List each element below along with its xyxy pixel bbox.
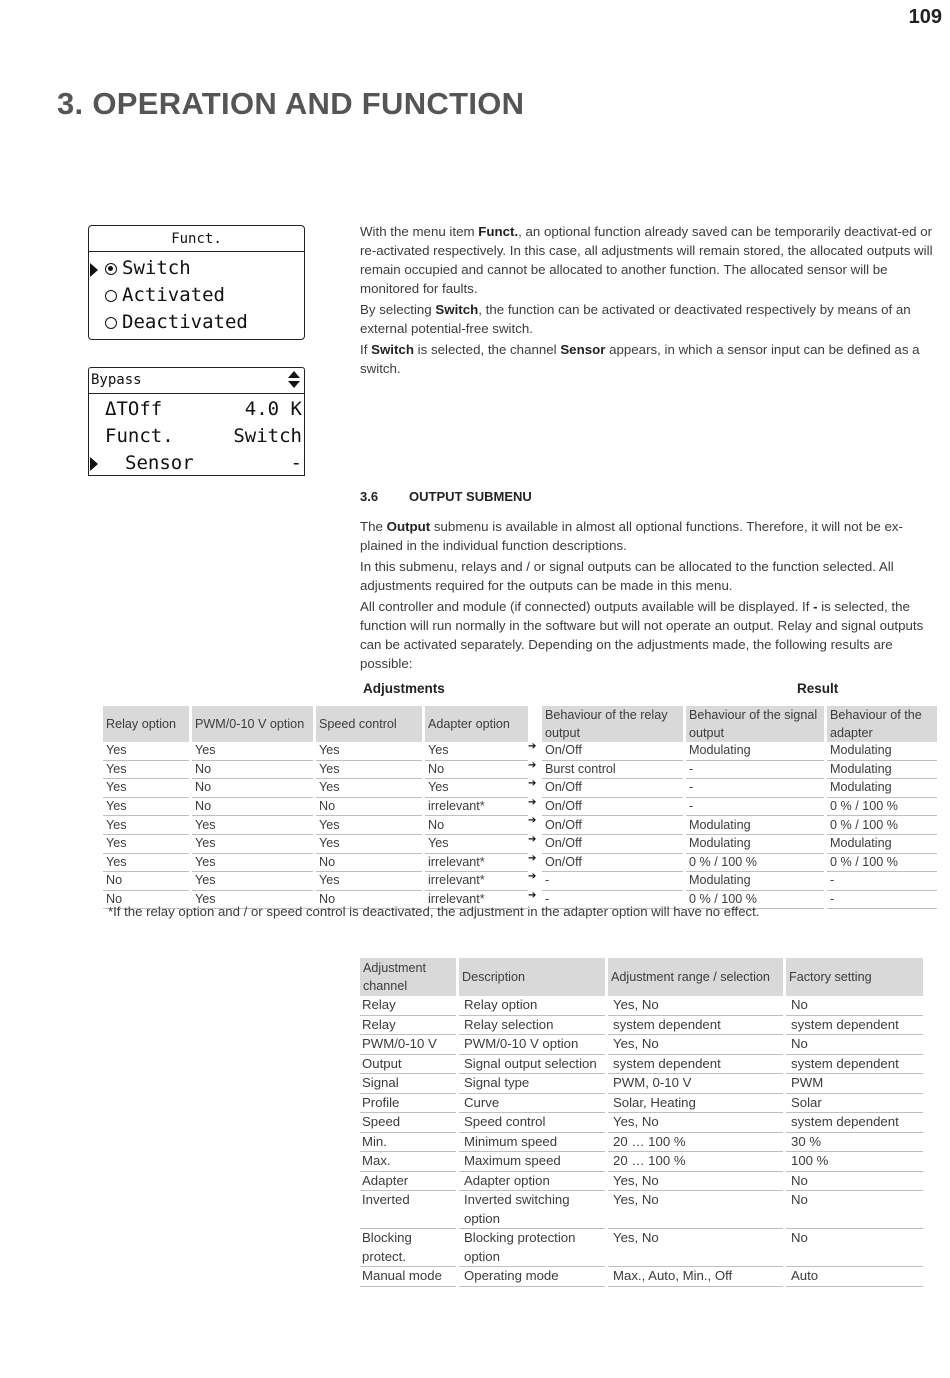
table-cell: - xyxy=(827,872,937,891)
table-cell: system dependent xyxy=(786,1055,923,1075)
cursor-arrow-icon xyxy=(90,457,98,471)
lcd-row-label: Sensor xyxy=(125,452,194,474)
table-cell: Yes xyxy=(192,835,313,854)
lcd-bypass-display xyxy=(88,367,305,476)
table-cell: - xyxy=(542,891,683,910)
table-cell: Yes xyxy=(103,742,189,761)
table-cell: Yes xyxy=(316,835,422,854)
table-cell: No xyxy=(103,872,189,891)
channels-table-row xyxy=(360,1229,923,1267)
table-cell: Modulating xyxy=(827,761,937,780)
channels-table-row xyxy=(360,1094,923,1114)
table-cell: Adapter option xyxy=(459,1172,605,1192)
table-cell: No xyxy=(192,761,313,780)
table-cell: Yes xyxy=(192,742,313,761)
column-header: Adjustment channel xyxy=(360,958,456,996)
table-cell: Yes xyxy=(103,761,189,780)
table-cell: Max., Auto, Min., Off xyxy=(608,1267,783,1287)
table-cell: 0 % / 100 % xyxy=(686,854,824,873)
table-cell: Modulating xyxy=(686,742,824,761)
table-cell: - xyxy=(827,891,937,910)
table-cell: Blocking protection option xyxy=(459,1229,605,1267)
table-cell: On/Off xyxy=(542,742,683,761)
table-cell: Max. xyxy=(360,1152,456,1172)
intro-paragraph-2: By selecting Switch, the function can be activated or deactivated respectively by means of an external potential-free switch. xyxy=(360,302,911,336)
table-cell: Operating mode xyxy=(459,1267,605,1287)
results-table-row xyxy=(103,798,937,817)
table-cell: On/Off xyxy=(542,798,683,817)
channels-table-row xyxy=(360,1191,923,1229)
lcd-row-value: 4.0 K xyxy=(244,398,302,420)
table-cell: Signal type xyxy=(459,1074,605,1094)
lcd-option-deactivated[interactable] xyxy=(105,311,248,333)
radio-selected-icon xyxy=(105,263,117,275)
adjustments-heading: Adjustments xyxy=(363,681,445,696)
page-number: 109 xyxy=(908,6,942,28)
lcd-option-activated[interactable] xyxy=(105,284,225,306)
table-cell: - xyxy=(686,761,824,780)
table-cell: 0 % / 100 % xyxy=(686,891,824,910)
table-cell: 100 % xyxy=(786,1152,923,1172)
scroll-updown-icon xyxy=(288,371,300,388)
table-cell: Modulating xyxy=(827,835,937,854)
results-table-row xyxy=(103,816,937,835)
table-cell: Yes xyxy=(425,779,528,798)
intro-paragraph-3: If Switch is selected, the channel Sensor appears, in which a sensor input can be defined as a switch. xyxy=(360,342,920,376)
lcd-row-label: Funct. xyxy=(105,425,174,447)
table-cell: No xyxy=(103,891,189,910)
radio-empty-icon xyxy=(105,317,117,329)
chapter-title: 3. OPERATION AND FUNCTION xyxy=(57,86,525,121)
table-cell: Yes xyxy=(103,779,189,798)
table-cell: Yes, No xyxy=(608,1113,783,1133)
table-cell: Adapter xyxy=(360,1172,456,1192)
table-cell: Modulating xyxy=(686,816,824,835)
table-cell: Yes xyxy=(316,816,422,835)
channels-table-row xyxy=(360,1074,923,1094)
table-cell: On/Off xyxy=(542,854,683,873)
section-paragraph-3: All controller and module (if connected) outputs available will be displayed. If - is selected, the function will run normally in the software but will not operate an output. Relay and signal outputs can be activated separately. Depending on the adjustments made, the following results are possible: xyxy=(360,599,924,671)
table-cell: Profile xyxy=(360,1094,456,1114)
table-cell: Curve xyxy=(459,1094,605,1114)
column-header: Speed control xyxy=(316,706,422,742)
intro-paragraph-1: With the menu item Funct., an optional function already saved can be temporarily deactivat-ed or re-activated respectively. In this case, all adjustments will remain stored, the allocated outputs will remain occupied and cannot be allocated to another function. The allocated sensor will be monitored for faults. xyxy=(360,224,933,296)
channels-table-row xyxy=(360,1055,923,1075)
column-header: Factory setting xyxy=(786,958,923,996)
results-table-row xyxy=(103,872,937,891)
table-cell: Yes xyxy=(192,854,313,873)
channels-table xyxy=(357,958,926,1287)
column-header: Behaviour of the relay output xyxy=(542,706,683,742)
table-cell: system dependent xyxy=(608,1055,783,1075)
table-cell: No xyxy=(316,891,422,910)
section-title: OUTPUT SUBMENU xyxy=(409,489,532,504)
table-cell: Relay option xyxy=(459,996,605,1016)
section-text xyxy=(360,517,940,675)
table-cell: Yes xyxy=(316,742,422,761)
table-cell: - xyxy=(542,872,683,891)
table-cell: Yes, No xyxy=(608,1191,783,1229)
results-table-row xyxy=(103,742,937,761)
table-cell: Speed control xyxy=(459,1113,605,1133)
table-cell: Blocking protect. xyxy=(360,1229,456,1267)
lcd-row-dtoff[interactable] xyxy=(105,398,302,420)
results-table-row xyxy=(103,835,937,854)
table-cell: 0 % / 100 % xyxy=(827,798,937,817)
column-header: Relay option xyxy=(103,706,189,742)
channels-table-row xyxy=(360,1152,923,1172)
channels-table-row xyxy=(360,1267,923,1287)
table-cell: Yes, No xyxy=(608,1035,783,1055)
table-cell: PWM, 0-10 V xyxy=(608,1074,783,1094)
table-cell: Min. xyxy=(360,1133,456,1153)
column-header: Adapter option xyxy=(425,706,528,742)
table-cell: Auto xyxy=(786,1267,923,1287)
table-cell: Modulating xyxy=(827,779,937,798)
lcd-row-value: - xyxy=(290,452,302,474)
table-cell: Modulating xyxy=(686,835,824,854)
table-cell: Yes xyxy=(103,854,189,873)
results-table-row xyxy=(103,854,937,873)
table-cell: irrelevant* xyxy=(425,798,528,817)
radio-empty-icon xyxy=(105,290,117,302)
lcd-funct-title: Funct. xyxy=(89,231,304,252)
table-cell: Yes, No xyxy=(608,996,783,1016)
table-cell: Yes xyxy=(316,761,422,780)
lcd-option-label: Activated xyxy=(122,284,225,306)
table-cell: 20 … 100 % xyxy=(608,1133,783,1153)
table-cell: On/Off xyxy=(542,816,683,835)
table-cell: Solar xyxy=(786,1094,923,1114)
channels-table-row xyxy=(360,996,923,1016)
table-cell: No xyxy=(786,996,923,1016)
table-cell: 30 % xyxy=(786,1133,923,1153)
table-cell: Yes, No xyxy=(608,1172,783,1192)
table-cell: No xyxy=(786,1229,923,1267)
cursor-arrow-icon xyxy=(90,263,98,277)
table-cell: Relay selection xyxy=(459,1016,605,1036)
section-heading xyxy=(360,489,532,504)
table-cell: No xyxy=(192,779,313,798)
results-table-row xyxy=(103,779,937,798)
lcd-row-sensor[interactable] xyxy=(125,452,302,474)
table-cell: PWM/0-10 V xyxy=(360,1035,456,1055)
table-cell: irrelevant* xyxy=(425,854,528,873)
table-cell: PWM/0-10 V option xyxy=(459,1035,605,1055)
table-cell: 20 … 100 % xyxy=(608,1152,783,1172)
table-cell: Yes xyxy=(103,798,189,817)
table-cell: - xyxy=(686,798,824,817)
results-table-row xyxy=(103,761,937,780)
table-cell: Solar, Heating xyxy=(608,1094,783,1114)
channels-table-row xyxy=(360,1113,923,1133)
column-header: PWM/0-10 V option xyxy=(192,706,313,742)
arrow-spacer xyxy=(531,706,539,742)
table-cell: PWM xyxy=(786,1074,923,1094)
table-cell: 0 % / 100 % xyxy=(827,816,937,835)
table-cell: irrelevant* xyxy=(425,872,528,891)
lcd-row-label: ΔTOff xyxy=(105,398,163,420)
table-cell: Modulating xyxy=(827,742,937,761)
lcd-option-label: Deactivated xyxy=(122,311,248,333)
table-cell: Modulating xyxy=(686,872,824,891)
table-cell: On/Off xyxy=(542,779,683,798)
section-paragraph-1: The Output submenu is available in almost all optional functions. Therefore, it will not be ex-plained in the individual function descriptions. xyxy=(360,519,903,553)
table-cell: No xyxy=(786,1191,923,1229)
table-cell: Manual mode xyxy=(360,1267,456,1287)
column-header: Behaviour of the signal output xyxy=(686,706,824,742)
table-cell: Yes xyxy=(425,742,528,761)
intro-text xyxy=(360,222,940,380)
table-cell: Yes xyxy=(192,891,313,910)
table-cell: Yes xyxy=(316,779,422,798)
table-cell: Minimum speed xyxy=(459,1133,605,1153)
table-cell: Relay xyxy=(360,996,456,1016)
table-cell: No xyxy=(786,1035,923,1055)
table-cell: No xyxy=(425,816,528,835)
table-cell: irrelevant* xyxy=(425,891,528,910)
lcd-row-funct[interactable] xyxy=(105,425,302,447)
column-header: Behaviour of the adapter xyxy=(827,706,937,742)
lcd-option-switch[interactable] xyxy=(105,257,191,279)
table-cell: 0 % / 100 % xyxy=(827,854,937,873)
table-cell: Yes xyxy=(192,816,313,835)
table-footnote: *If the relay option and / or speed control is deactivated, the adjustment in the adapter option will have no effect. xyxy=(108,904,760,919)
table-cell: system dependent xyxy=(786,1113,923,1133)
table-cell: Maximum speed xyxy=(459,1152,605,1172)
table-cell: Yes xyxy=(103,835,189,854)
channels-table-row xyxy=(360,1133,923,1153)
table-cell: Burst control xyxy=(542,761,683,780)
column-header: Description xyxy=(459,958,605,996)
table-cell: Inverted xyxy=(360,1191,456,1229)
results-table xyxy=(100,706,940,909)
result-heading: Result xyxy=(797,681,839,696)
table-cell: No xyxy=(316,798,422,817)
channels-table-row xyxy=(360,1035,923,1055)
table-cell: Relay xyxy=(360,1016,456,1036)
table-cell: Output xyxy=(360,1055,456,1075)
lcd-funct-display xyxy=(88,225,305,340)
table-cell: Signal output selection xyxy=(459,1055,605,1075)
table-cell: No xyxy=(786,1172,923,1192)
lcd-row-value: Switch xyxy=(233,425,302,447)
table-cell: Yes xyxy=(103,816,189,835)
table-cell: No xyxy=(425,761,528,780)
table-cell: system dependent xyxy=(608,1016,783,1036)
table-cell: Inverted switching option xyxy=(459,1191,605,1229)
table-cell: Yes xyxy=(316,872,422,891)
table-cell: On/Off xyxy=(542,835,683,854)
lcd-bypass-title: Bypass xyxy=(91,372,142,388)
channels-table-row xyxy=(360,1172,923,1192)
channels-header-row xyxy=(360,958,923,996)
channels-table-row xyxy=(360,1016,923,1036)
section-paragraph-2: In this submenu, relays and / or signal outputs can be allocated to the function selected. All adjustments required for the outputs can be made in this menu. xyxy=(360,559,894,593)
table-cell: Yes xyxy=(192,872,313,891)
results-header-row xyxy=(103,706,937,742)
table-cell: Yes xyxy=(425,835,528,854)
section-number: 3.6 xyxy=(360,489,379,504)
lcd-divider xyxy=(89,393,304,394)
table-cell: Speed xyxy=(360,1113,456,1133)
table-cell: No xyxy=(192,798,313,817)
table-cell: No xyxy=(316,854,422,873)
column-header: Adjustment range / selection xyxy=(608,958,783,996)
table-cell: Yes, No xyxy=(608,1229,783,1267)
lcd-option-label: Switch xyxy=(122,257,191,279)
table-cell: Signal xyxy=(360,1074,456,1094)
table-cell: system dependent xyxy=(786,1016,923,1036)
table-cell: - xyxy=(686,779,824,798)
